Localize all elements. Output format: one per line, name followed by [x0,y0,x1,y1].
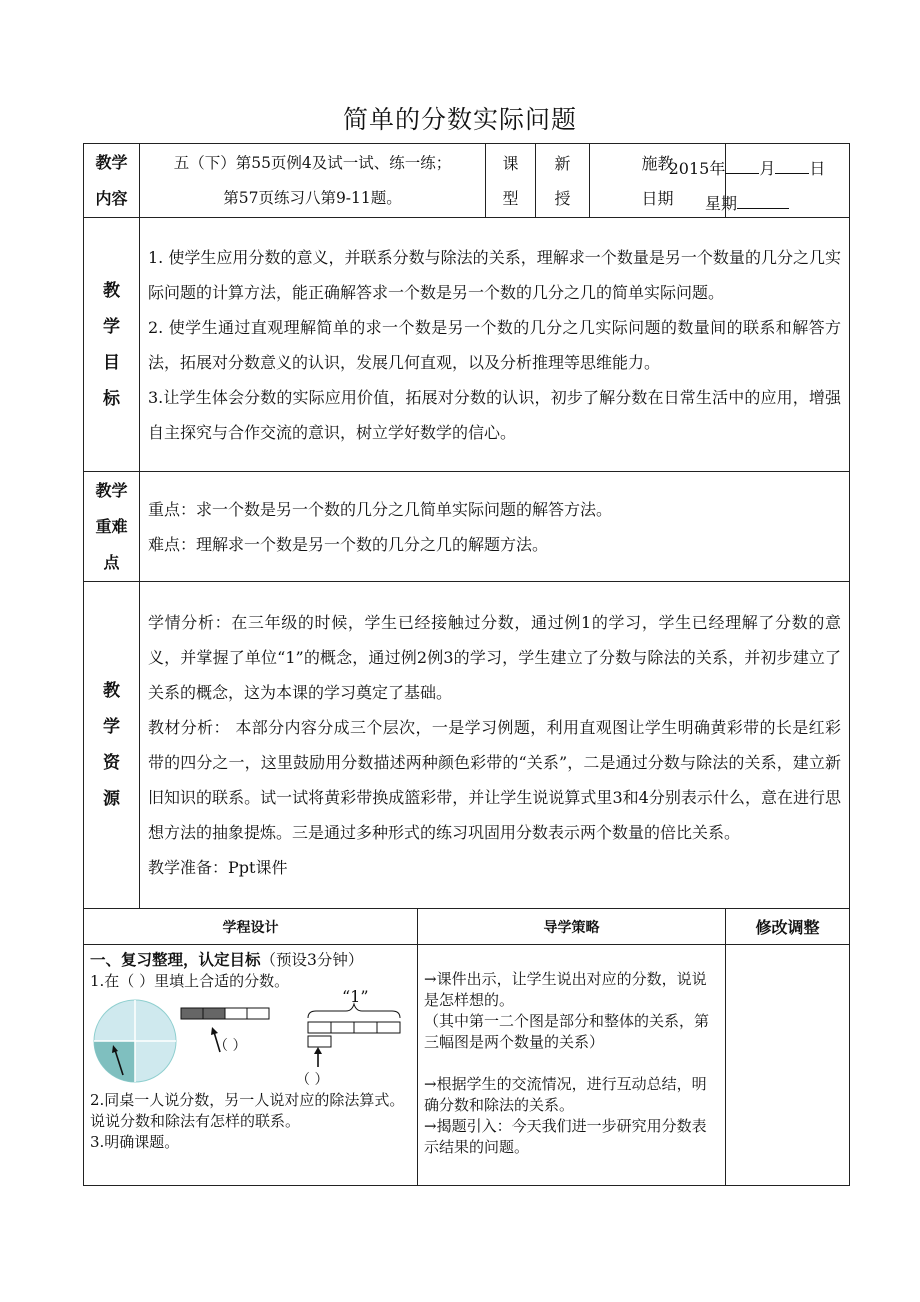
content-line-1: 五（下）第55页例4及试一试、练一练； [173,153,452,172]
design-header: 学程设计 [84,909,418,945]
revision-header: 修改调整 [726,909,850,945]
difficult-point: 难点：理解求一个数是另一个数的几分之几的解题方法。 [148,534,549,554]
resources-label: 教 学 资 源 [84,582,140,909]
textbook-analysis: 教材分析： 本部分内容分成三个层次，一是学习例题，利用直观图让学生明确黄彩带的长是红彩带的四分之一，这里鼓励用分数描述两种颜色彩带的“关系”，二是通过分数与除法的关系，建立新旧知识的联系。试一试将黄彩带换成篮彩带，并让学生说说算式里3和4分别表示什么，意在进行思想方法的抽象提炼。三是通过多种形式的练习巩固用分数表示两个数量的倍比关系。 [148,718,842,842]
objective-2: 2. 使学生通过直观理解简单的求一个数是另一个数的几分之几实际问题的数量间的联系和解答方法，拓展对分数意义的认识，发展几何直观，以及分析推理等思维能力。 [148,317,842,372]
design-content [84,945,418,1186]
date-day: 日 [809,159,826,178]
objectives-content [140,218,850,472]
section-title: 一、复习整理，认定目标 [90,950,261,969]
fraction-figures [90,987,411,1088]
lesson-plan-table [83,143,850,1186]
strategy-header: 导学策略 [418,909,726,945]
bar-answer-paren: （ ） [214,1038,247,1054]
date-month: 月 [759,159,776,178]
strategy-4: →揭题引入：今天我们进一步研究用分数表示结果的问题。 [424,1117,707,1156]
content-label: 教学内容 [84,144,140,218]
content-cell [140,144,486,218]
strategy-2: （其中第一二个图是部分和整体的关系，第三幅图是两个数量的关系） [424,1012,710,1051]
section-time: （预设3分钟） [260,951,364,969]
objective-3: 3.让学生体会分数的实际应用价值，拓展对分数的认识，初步了解分数在日常生活中的应用，增强自主探究与合作交流的意识，树立学好数学的信心。 [148,387,842,442]
question-1: 1.在（ ）里填上合适的分数。 [90,972,290,990]
page-title: 简单的分数实际问题 [342,105,577,134]
weekday: 星期 [704,194,737,213]
key-point: 重点：求一个数是另一个数的几分之几简单实际问题的解答方法。 [148,499,613,519]
strategy-1: →课件出示，让学生说出对应的分数，说说是怎样想的。 [424,970,707,1009]
key-points-label: 教学 重难 点 [84,472,140,582]
revision-content [726,945,850,1186]
question-2: 2.同桌一人说分数，另一人说对应的除法算式。说说分数和除法有怎样的联系。 [90,1091,405,1130]
unit-label: “1” [342,987,369,1006]
content-line-2: 第57页练习八第9-11题。 [223,188,402,207]
objective-1: 1. 使学生应用分数的意义，并联系分数与除法的关系，理解求一个数量是另一个数量的几分之几实际问题的计算方法，能正确解答求一个数是另一个数的几分之几的简单实际问题。 [148,247,842,302]
strategy-content [418,945,726,1186]
date-label-cell: 施教 日期 [590,144,726,218]
key-points-content [140,472,850,582]
student-analysis: 学情分析：在三年级的时候，学生已经接触过分数，通过例1的学习，学生已经理解了分数的意义，并掌握了单位“1”的概念，通过例2例3的学习，学生建立了分数与除法的关系，并初步建立了关系的概念，这为本课的学习奠定了基础。 [148,613,842,702]
question-3: 3.明确课题。 [90,1133,180,1151]
comparison-answer-paren: （ ） [296,1072,329,1088]
date-value [647,151,847,221]
date-year: 2015年 [668,159,726,178]
strategy-3: →根据学生的交流情况，进行互动总结，明确分数和除法的关系。 [424,1075,707,1114]
circle-figure [90,996,180,1086]
objectives-label: 教 学 目 标 [84,218,140,472]
teaching-preparation: 教学准备：Ppt课件 [148,858,288,877]
comparison-figure [304,1000,404,1070]
resources-content [140,582,850,909]
type-label-cell: 课 型 [486,144,536,218]
type-value-cell: 新 授 [536,144,590,218]
